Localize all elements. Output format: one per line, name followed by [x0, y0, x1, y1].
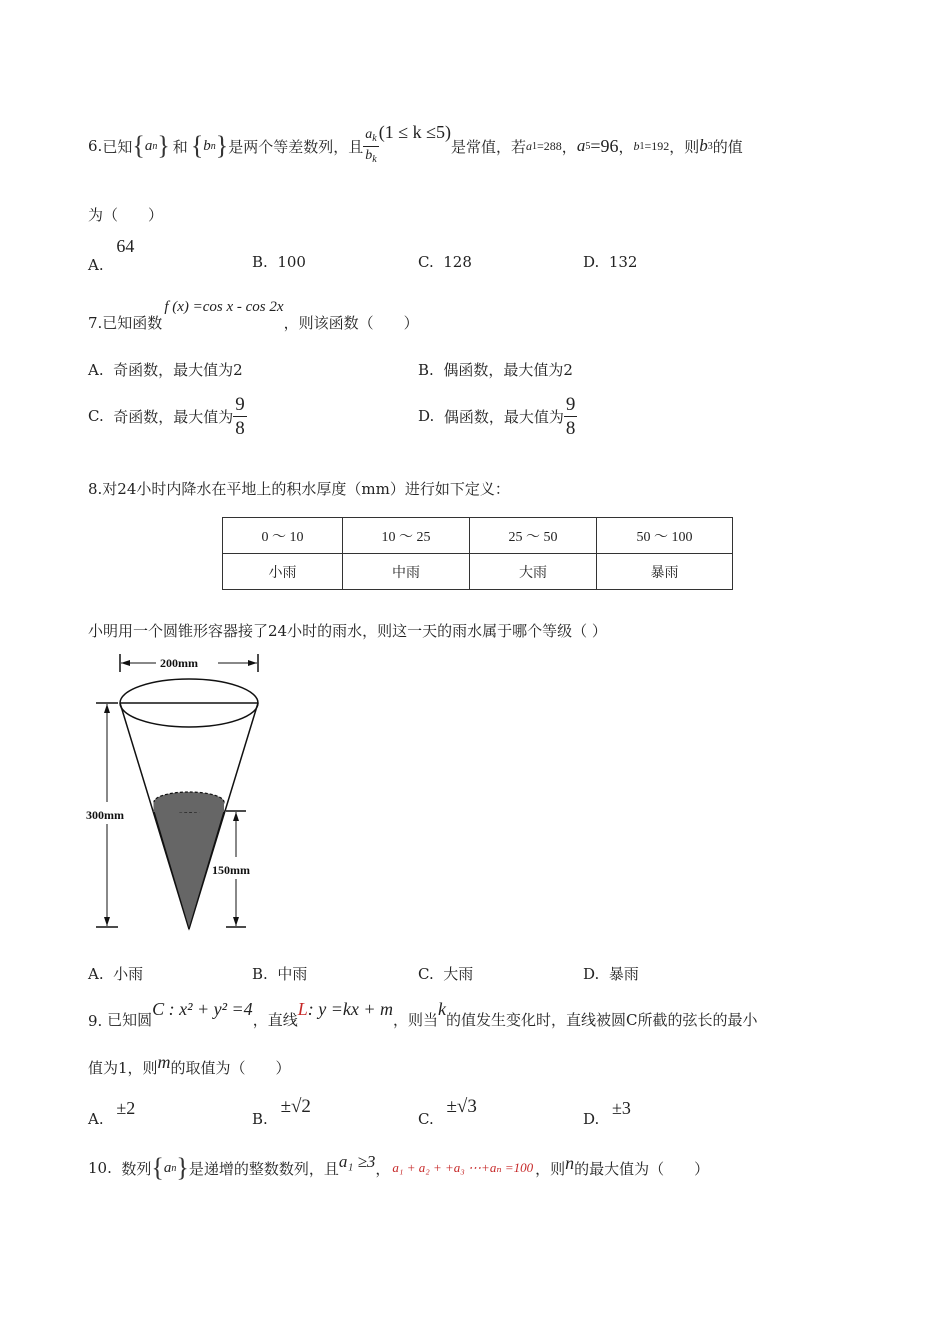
- range-cell: 10 ～ 25: [343, 518, 470, 554]
- a1-value: =288: [537, 138, 562, 153]
- ratio-fraction: $\frac{a_k}{b_k}$: [365, 126, 377, 165]
- q7-option-b[interactable]: B. 偶函数，最大值为2: [418, 361, 573, 379]
- seq-a: a: [163, 1159, 172, 1176]
- range-cell: 0 ～ 10: [223, 518, 343, 554]
- q6-stem-line2: 为（ ）: [88, 206, 164, 224]
- seq-b: b: [203, 137, 211, 154]
- level-cell: 中雨: [343, 554, 470, 590]
- q9-stem-line2: 值为1，则 m 的取值为（ ）: [88, 1052, 291, 1077]
- q6-option-c[interactable]: C. 128: [418, 253, 472, 271]
- function-expression: f (x) =cos x - cos 2x: [164, 299, 284, 315]
- seq-a: a: [144, 137, 153, 154]
- sum-equation: a₁ + a₂ + +a₃ ⋯+aₙ =100: [392, 1160, 534, 1175]
- cone-height-label: 300mm: [86, 808, 124, 822]
- rainfall-table: [222, 517, 733, 590]
- q6-number: 6.: [88, 137, 103, 155]
- q9-stem: 9. 已知圆 C : x² + y² =4 ，直线 L : y =kx + m ，则当 k 的值发生变化时，直线被圆C所截的弦长的最小: [88, 999, 758, 1030]
- level-cell: 大雨: [470, 554, 597, 590]
- q6-and: 和: [172, 137, 188, 156]
- circle-equation: C : x² + y² =4: [152, 999, 253, 1019]
- q7-option-a[interactable]: A. 奇函数，最大值为2: [88, 361, 243, 379]
- q8-option-d[interactable]: D. 暴雨: [583, 965, 639, 983]
- q8-option-a[interactable]: A. 小雨: [88, 965, 144, 983]
- q9-option-a[interactable]: A. ±2: [88, 1098, 136, 1128]
- q8-option-c[interactable]: C. 大雨: [418, 965, 474, 983]
- water-depth-label: 150mm: [212, 863, 250, 877]
- nine-eighths-fraction: $\frac{9}{8}$: [235, 393, 245, 439]
- range-cell: 25 ～ 50: [470, 518, 597, 554]
- q6-pre: 已知: [102, 137, 133, 156]
- q6-mid: 是两个等差数列，且: [228, 137, 364, 156]
- q7-option-d[interactable]: D. 偶函数，最大值为 $\frac{9}{8}$: [418, 393, 576, 439]
- a1-condition: a₁ ≥3: [338, 1152, 376, 1171]
- q9-option-c[interactable]: C. ±√3: [418, 1096, 477, 1128]
- nine-eighths-fraction: $\frac{9}{8}$: [565, 393, 576, 439]
- q6-const: 是常值，若: [451, 137, 527, 156]
- q9-option-d[interactable]: D. ±3: [583, 1098, 631, 1128]
- q6-tail: 的值: [712, 137, 743, 156]
- q10-stem: 10. 数列 { a n } 是递增的整数数列，且 a₁ ≥3 ， a₁ + a₂ + +a₃ ⋯+aₙ =100 ，则 n 的最大值为（ ）: [88, 1152, 710, 1182]
- q7-option-c[interactable]: C. 奇函数，最大值为 $\frac{9}{8}$: [88, 393, 245, 439]
- q8-stem: 8.对24小时内降水在平地上的积水厚度（mm）进行如下定义：: [88, 480, 510, 498]
- line-L-symbol: L: [297, 999, 308, 1019]
- q6-option-a[interactable]: A. 64: [88, 236, 135, 274]
- table-row: [223, 518, 733, 554]
- k-condition: (1 ≤ k ≤5): [378, 122, 451, 142]
- top-diameter-label: 200mm: [160, 656, 198, 670]
- b1-value: =192: [644, 138, 670, 153]
- q7-stem: 7.已知函数f (x) =cos x - cos 2x，则该函数（ ）: [88, 299, 419, 332]
- cone-figure: [80, 650, 280, 944]
- q8-stem2: 小明用一个圆锥形容器接了24小时的雨水，则这一天的雨水属于哪个等级（ ）: [88, 622, 607, 640]
- a5-value: =96: [590, 135, 619, 156]
- q6-option-d[interactable]: D. 132: [583, 253, 638, 271]
- q6-stem: 6. 已知 { a n } 和 { b n } 是两个等差数列，且 $\frac{a_k}{b_k}$ (1 ≤ k ≤5) 是常值，若 a 1 =288 ， a 5 =96 ， b 1 =192 ，则 b 3 的值: [88, 122, 743, 165]
- table-row: [223, 554, 733, 590]
- level-cell: 小雨: [223, 554, 343, 590]
- q8-option-b[interactable]: B. 中雨: [252, 965, 308, 983]
- q9-option-b[interactable]: B. ±√2: [252, 1096, 311, 1128]
- line-equation: : y =kx + m: [307, 999, 393, 1019]
- range-cell: 50 ～ 100: [597, 518, 733, 554]
- q6-option-b[interactable]: B. 100: [252, 253, 306, 271]
- level-cell: 暴雨: [597, 554, 733, 590]
